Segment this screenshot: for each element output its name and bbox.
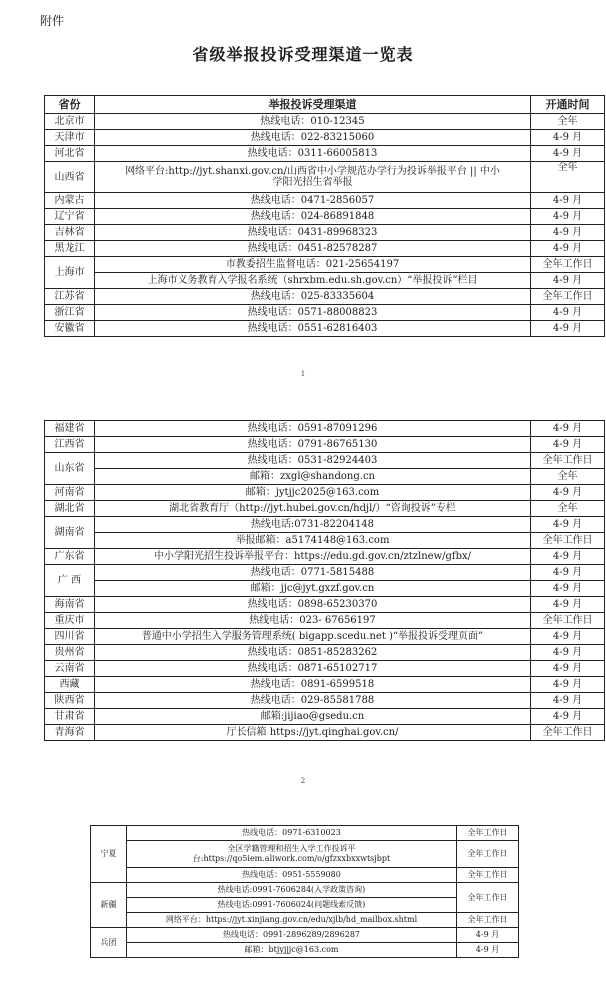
- time-cell: 4-9 月: [531, 629, 605, 645]
- province-cell: 云南省: [45, 661, 95, 677]
- channel-cell: 热线电话：0851-85283262: [95, 645, 531, 661]
- province-cell: 广 西: [45, 565, 95, 597]
- province-cell: 贵州省: [45, 645, 95, 661]
- province-cell: 兵团: [91, 928, 127, 958]
- time-cell: 全年工作日: [531, 289, 605, 305]
- channel-cell: 网络平台:http://jyt.shanxi.gov.cn/山西省中小学规范办学行为投诉举报平台 || 中小学阳光招生省举报: [95, 162, 531, 193]
- table-row: [45, 549, 605, 565]
- document-title: 省级举报投诉受理渠道一览表: [192, 45, 414, 64]
- time-cell: 全年: [531, 501, 605, 517]
- attachment-label: 附件: [40, 14, 65, 28]
- table-row: [45, 581, 605, 597]
- province-cell: 湖南省: [45, 517, 95, 549]
- table-row: [91, 826, 519, 841]
- time-cell: 4-9 月: [531, 549, 605, 565]
- province-cell: 湖北省: [45, 501, 95, 517]
- table-row: [45, 162, 605, 193]
- table-row: [45, 677, 605, 693]
- channel-cell: 全区学籍管理和招生入学工作投诉平台:https://qo5iem.aliwork.com/o/gfzxxbxxwtsjbpt: [127, 841, 457, 868]
- time-cell: 全年工作日: [531, 257, 605, 273]
- table-row: [45, 517, 605, 533]
- time-cell: 全年工作日: [457, 841, 519, 868]
- channel-cell: 网络平台：https://jyt.xinjiang.gov.cn/edu/xjlb/hd_mailbox.shtml: [127, 913, 457, 928]
- channel-cell: 热线电话：0771-5815488: [95, 565, 531, 581]
- time-cell: 4-9 月: [531, 581, 605, 597]
- channel-cell: 热线电话：0451-82578287: [95, 241, 531, 257]
- time-cell: 全年工作日: [457, 868, 519, 883]
- table-row: [45, 321, 605, 337]
- table-header-row: [45, 96, 605, 114]
- channel-cell: 热线电话：0571-88008823: [95, 305, 531, 321]
- table-row: [45, 209, 605, 225]
- time-cell: 4-9 月: [457, 928, 519, 943]
- time-cell: 全年工作日: [531, 533, 605, 549]
- table-row: [45, 469, 605, 485]
- channel-cell: 热线电话:0731-82204148: [95, 517, 531, 533]
- time-cell: 4-9 月: [531, 273, 605, 289]
- table-row: [45, 533, 605, 549]
- channel-cell: 热线电话：024-86891848: [95, 209, 531, 225]
- province-cell: 甘肃省: [45, 709, 95, 725]
- time-cell: 全年工作日: [531, 725, 605, 741]
- province-cell: 天津市: [45, 130, 95, 146]
- channel-cell: 热线电话：022-83215060: [95, 130, 531, 146]
- table-row: [91, 928, 519, 943]
- header-channel: 举报投诉受理渠道: [95, 96, 531, 114]
- table-row: [45, 289, 605, 305]
- channel-cell: 湖北省教育厅（http://jyt.hubei.gov.cn/hdjl/）“咨询投诉”专栏: [95, 501, 531, 517]
- time-cell: 4-9 月: [531, 421, 605, 437]
- channel-cell: 中小学阳光招生投诉举报平台：https://edu.gd.gov.cn/ztzlnew/gfbx/: [95, 549, 531, 565]
- channel-cell: 邮箱：btjyjjjc@163.com: [127, 943, 457, 958]
- channel-cell: 热线电话：0891-6599518: [95, 677, 531, 693]
- province-cell: 山东省: [45, 453, 95, 485]
- time-cell: 4-9 月: [531, 565, 605, 581]
- province-cell: 上海市: [45, 257, 95, 289]
- table-row: [91, 943, 519, 958]
- table-row: [45, 305, 605, 321]
- province-cell: 河北省: [45, 146, 95, 162]
- channel-cell: 热线电话：0871-65102717: [95, 661, 531, 677]
- time-cell: 4-9 月: [531, 661, 605, 677]
- time-cell: 全年工作日: [457, 826, 519, 841]
- channel-cell: 邮箱：jytjjc2025@163.com: [95, 485, 531, 501]
- channel-cell: 热线电话：0971-6310023: [127, 826, 457, 841]
- channel-cell: 上海市义务教育入学报名系统（shrxbm.edu.sh.gov.cn）“举报投诉”栏目: [95, 273, 531, 289]
- time-cell: 全年: [531, 114, 605, 130]
- province-cell: 宁夏: [91, 826, 127, 883]
- page-number: 2: [300, 777, 306, 785]
- time-cell: 全年工作日: [457, 913, 519, 928]
- channel-cell: 热线电话：0951-5559080: [127, 868, 457, 883]
- time-cell: 4-9 月: [531, 485, 605, 501]
- channel-cell: 热线电话：0311-66005813: [95, 146, 531, 162]
- time-cell: 全年工作日: [457, 883, 519, 913]
- channel-cell: 热线电话：0531-82924403: [95, 453, 531, 469]
- table-row: [45, 241, 605, 257]
- table-row: [45, 725, 605, 741]
- channel-cell: 热线电话：023- 67656197: [95, 613, 531, 629]
- channel-cell: 普通中小学招生入学服务管理系统( bigapp.scedu.net )“举报投诉受理页面”: [95, 629, 531, 645]
- time-cell: 4-9 月: [531, 437, 605, 453]
- channel-cell: 厅长信箱 https://jyt.qinghai.gov.cn/: [95, 725, 531, 741]
- province-cell: 福建省: [45, 421, 95, 437]
- time-cell: 4-9 月: [531, 321, 605, 337]
- time-cell: 4-9 月: [531, 146, 605, 162]
- table-row: [45, 709, 605, 725]
- time-cell: 4-9 月: [531, 693, 605, 709]
- time-cell: 全年工作日: [531, 613, 605, 629]
- header-time: 开通时间: [531, 96, 605, 114]
- table-row: [45, 130, 605, 146]
- province-cell: 吉林省: [45, 225, 95, 241]
- channel-cell: 热线电话：0991-2896289/2896287: [127, 928, 457, 943]
- channel-cell: 邮箱:jijiao@gsedu.cn: [95, 709, 531, 725]
- province-cell: 海南省: [45, 597, 95, 613]
- channel-cell: 热线电话：0551-62816403: [95, 321, 531, 337]
- channel-cell: 热线电话:0991-7606284(入学政策咨询): [127, 883, 457, 898]
- table-row: [91, 883, 519, 898]
- channel-cell: 举报邮箱：a5174148@163.com: [95, 533, 531, 549]
- channels-table-page-1: [44, 95, 605, 337]
- table-row: [91, 913, 519, 928]
- province-cell: 安徽省: [45, 321, 95, 337]
- channel-cell: 邮箱：zxgl@shandong.cn: [95, 469, 531, 485]
- province-cell: 陕西省: [45, 693, 95, 709]
- table-row: [45, 613, 605, 629]
- table-row: [45, 485, 605, 501]
- province-cell: 浙江省: [45, 305, 95, 321]
- channel-cell: 热线电话：029-85581788: [95, 693, 531, 709]
- time-cell: 4-9 月: [531, 597, 605, 613]
- table-row: [45, 501, 605, 517]
- table-row: [45, 225, 605, 241]
- table-row: [45, 257, 605, 273]
- channel-cell: 市教委招生监督电话：021-25654197: [95, 257, 531, 273]
- table-row: [45, 597, 605, 613]
- channels-table-page-3: [90, 825, 519, 958]
- table-row: [45, 437, 605, 453]
- time-cell: 4-9 月: [531, 225, 605, 241]
- table-row: [45, 629, 605, 645]
- time-cell: 4-9 月: [531, 677, 605, 693]
- channel-cell: 热线电话：0431-89968323: [95, 225, 531, 241]
- header-province: 省份: [45, 96, 95, 114]
- time-cell: 全年: [531, 162, 605, 193]
- page-number: 1: [300, 370, 306, 378]
- channels-table-page-2: [44, 420, 605, 741]
- channel-cell: 热线电话:0991-7606024(问题线索反馈): [127, 898, 457, 913]
- table-row: [45, 421, 605, 437]
- province-cell: 新疆: [91, 883, 127, 928]
- province-cell: 辽宁省: [45, 209, 95, 225]
- channel-cell: 热线电话：010-12345: [95, 114, 531, 130]
- time-cell: 4-9 月: [531, 517, 605, 533]
- province-cell: 青海省: [45, 725, 95, 741]
- time-cell: 4-9 月: [531, 241, 605, 257]
- channel-cell: 热线电话：0591-87091296: [95, 421, 531, 437]
- province-cell: 北京市: [45, 114, 95, 130]
- table-row: [45, 645, 605, 661]
- channel-cell: 热线电话：0471-2856057: [95, 193, 531, 209]
- table-row: [45, 661, 605, 677]
- time-cell: 4-9 月: [531, 209, 605, 225]
- time-cell: 全年: [531, 469, 605, 485]
- channel-cell: 热线电话：025-83335604: [95, 289, 531, 305]
- channel-cell: 热线电话：0898-65230370: [95, 597, 531, 613]
- time-cell: 4-9 月: [531, 305, 605, 321]
- table-row: [45, 273, 605, 289]
- table-row: [91, 868, 519, 883]
- table-row: [45, 565, 605, 581]
- province-cell: 内蒙古: [45, 193, 95, 209]
- time-cell: 4-9 月: [531, 645, 605, 661]
- province-cell: 西藏: [45, 677, 95, 693]
- time-cell: 4-9 月: [531, 193, 605, 209]
- province-cell: 广东省: [45, 549, 95, 565]
- province-cell: 黑龙江: [45, 241, 95, 257]
- province-cell: 河南省: [45, 485, 95, 501]
- table-row: [45, 114, 605, 130]
- time-cell: 全年工作日: [531, 453, 605, 469]
- channel-cell: 邮箱：jjc@jyt.gxzf.gov.cn: [95, 581, 531, 597]
- province-cell: 重庆市: [45, 613, 95, 629]
- province-cell: 江苏省: [45, 289, 95, 305]
- time-cell: 4-9 月: [531, 709, 605, 725]
- province-cell: 江西省: [45, 437, 95, 453]
- table-row: [45, 693, 605, 709]
- table-row: [91, 898, 519, 913]
- table-row: [45, 453, 605, 469]
- time-cell: 4-9 月: [457, 943, 519, 958]
- table-row: [45, 193, 605, 209]
- time-cell: 4-9 月: [531, 130, 605, 146]
- table-row: [91, 841, 519, 868]
- province-cell: 四川省: [45, 629, 95, 645]
- province-cell: 山西省: [45, 162, 95, 193]
- channel-cell: 热线电话：0791-86765130: [95, 437, 531, 453]
- table-row: [45, 146, 605, 162]
